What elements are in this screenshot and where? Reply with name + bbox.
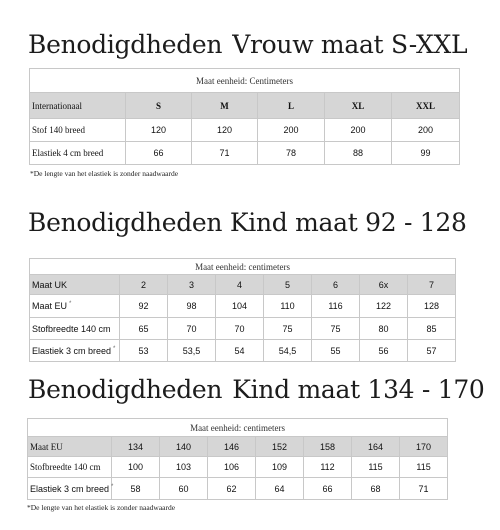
footnote: *De lengte van het elastiek is zonder naadwaarde xyxy=(30,169,179,178)
table-cell: 80 xyxy=(360,318,408,340)
table-cell: 53,5 xyxy=(168,340,216,362)
row-label: Elastiek 3 cm breed * xyxy=(28,478,112,500)
table-cell: 200 xyxy=(392,119,460,142)
table-cell: 66 xyxy=(304,478,352,500)
header-cell: 140 xyxy=(160,437,208,457)
table-cell: 68 xyxy=(352,478,400,500)
table-cell: 106 xyxy=(208,457,256,478)
table-cell: 110 xyxy=(264,295,312,318)
table-cell: 58 xyxy=(112,478,160,500)
asterisk-marker: * xyxy=(111,483,114,490)
table-cell: 115 xyxy=(400,457,448,478)
table-cell: 100 xyxy=(112,457,160,478)
table-women xyxy=(29,68,460,165)
table-row xyxy=(30,318,456,340)
table-cell: 104 xyxy=(216,295,264,318)
header-cell: 146 xyxy=(208,437,256,457)
table-row xyxy=(28,457,448,478)
section3-title-right: Kind maat 134 - 170 xyxy=(232,375,485,404)
table-cell: 64 xyxy=(256,478,304,500)
table-cell: 55 xyxy=(312,340,360,362)
table-cell: 200 xyxy=(325,119,392,142)
table-cell: 120 xyxy=(192,119,258,142)
table-cell: 62 xyxy=(208,478,256,500)
table-header-row xyxy=(30,93,460,119)
header-cell: 2 xyxy=(120,275,168,295)
table-cell: 78 xyxy=(258,142,325,165)
table-cell: 115 xyxy=(352,457,400,478)
table-cell: 66 xyxy=(126,142,192,165)
section2-title: Benodigdheden Kind maat 92 - 128 xyxy=(28,208,467,237)
section1-title-right: Vrouw maat S-XXL xyxy=(232,30,468,59)
table-row xyxy=(28,478,448,500)
header-cell: 7 xyxy=(408,275,456,295)
table-header-row xyxy=(28,437,448,457)
table-cell: 103 xyxy=(160,457,208,478)
table-cell: 60 xyxy=(160,478,208,500)
header-cell: 164 xyxy=(352,437,400,457)
asterisk-marker: * xyxy=(69,301,72,307)
table-cell: 70 xyxy=(216,318,264,340)
table-row xyxy=(30,119,460,142)
section3-title xyxy=(28,375,485,404)
table-cell: 75 xyxy=(312,318,360,340)
header-cell: 5 xyxy=(264,275,312,295)
header-cell: Internationaal xyxy=(30,93,126,119)
table-row xyxy=(30,142,460,165)
table-cell: 92 xyxy=(120,295,168,318)
header-cell: 134 xyxy=(112,437,160,457)
row-label: Stofbreedte 140 cm xyxy=(30,318,120,340)
table-cell: 56 xyxy=(360,340,408,362)
table-cell: 53 xyxy=(120,340,168,362)
table-cell: 128 xyxy=(408,295,456,318)
header-cell: S xyxy=(126,93,192,119)
header-cell: 152 xyxy=(256,437,304,457)
header-cell: XL xyxy=(325,93,392,119)
table-cell: 65 xyxy=(120,318,168,340)
header-cell: 170 xyxy=(400,437,448,457)
header-cell: L xyxy=(258,93,325,119)
table-cell: 54,5 xyxy=(264,340,312,362)
table-cell: 120 xyxy=(126,119,192,142)
section3-title-left: Benodigdheden xyxy=(28,375,223,404)
unit-label: Maat eenheid: Centimeters xyxy=(30,69,460,93)
row-label: Stof 140 breed xyxy=(30,119,126,142)
table-cell: 99 xyxy=(392,142,460,165)
row-label: Maat EU * xyxy=(30,295,120,318)
header-cell: Maat UK xyxy=(30,275,120,295)
header-cell: 4 xyxy=(216,275,264,295)
table-kids-92-128 xyxy=(29,258,456,362)
table-cell: 109 xyxy=(256,457,304,478)
table-header-row xyxy=(30,275,456,295)
row-label: Elastiek 3 cm breed * xyxy=(30,340,120,362)
asterisk-marker: * xyxy=(113,345,116,352)
header-cell: 6 xyxy=(312,275,360,295)
header-cell: 6x xyxy=(360,275,408,295)
table-row xyxy=(30,295,456,318)
header-cell: 158 xyxy=(304,437,352,457)
table-cell: 85 xyxy=(408,318,456,340)
row-label: Elastiek 4 cm breed xyxy=(30,142,126,165)
table-cell: 70 xyxy=(168,318,216,340)
footnote: *De lengte van het elastiek is zonder naadwaarde xyxy=(27,503,176,512)
table-cell: 71 xyxy=(192,142,258,165)
section1-title-left: Benodigdheden xyxy=(28,30,223,59)
table-cell: 54 xyxy=(216,340,264,362)
table-cell: 71 xyxy=(400,478,448,500)
header-cell: XXL xyxy=(392,93,460,119)
table-kids-134-170 xyxy=(27,418,448,500)
section1-title xyxy=(28,30,467,59)
table-cell: 75 xyxy=(264,318,312,340)
table-cell: 200 xyxy=(258,119,325,142)
table-cell: 112 xyxy=(304,457,352,478)
table-row xyxy=(30,340,456,362)
header-cell: Maat EU xyxy=(28,437,112,457)
unit-label: Maat eenheid: centimeters xyxy=(28,419,448,437)
row-label: Stofbreedte 140 cm xyxy=(28,457,112,478)
table-cell: 122 xyxy=(360,295,408,318)
table-cell: 57 xyxy=(408,340,456,362)
unit-label: Maat eenheid: centimeters xyxy=(30,259,456,275)
table-cell: 98 xyxy=(168,295,216,318)
header-cell: M xyxy=(192,93,258,119)
table-cell: 88 xyxy=(325,142,392,165)
header-cell: 3 xyxy=(168,275,216,295)
table-cell: 116 xyxy=(312,295,360,318)
